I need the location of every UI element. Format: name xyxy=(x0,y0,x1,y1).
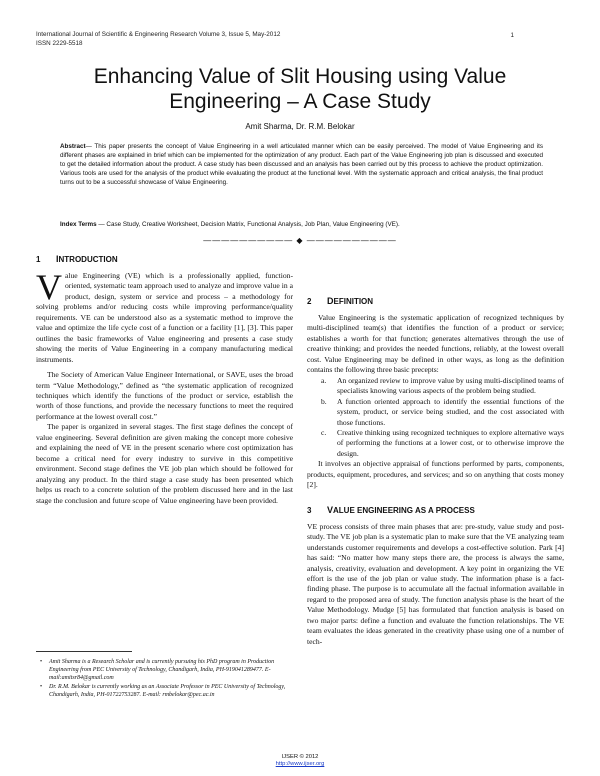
intro-paragraph-2: The Society of American Value Engineer International, or SAVE, uses the broad term “Value Methodology,” defined as “the systematic application of recognized techniques which identify the functions of the product or service, establish the worth of those functions, and provide the necessary functions to meet the required performance at the lowest overall cost.” xyxy=(36,370,293,421)
copyright: IJSER © 2012 xyxy=(281,754,319,760)
abstract-label: Abstract xyxy=(60,143,86,150)
paper-title xyxy=(40,64,560,114)
footnote-1: • Amit Sharma is a Research Scholar and is currently pursuing his PhD program in Production Engineering from PEC University of Technology, Chandigarh, India, PH-919041289477. E-mail:amitsr84@gmail.com xyxy=(40,659,275,681)
precepts-list xyxy=(307,376,564,460)
title-line-1: Enhancing Value of Slit Housing using Value xyxy=(93,65,507,88)
issn-line: ISSN 2229-5518 xyxy=(36,39,83,47)
section-heading-ve-process: 3 VALUE ENGINEERING AS A PROCESS xyxy=(307,504,475,515)
abstract-text: — This paper presents the concept of Value Engineering in a well articulated manner which can be easily perceived. The model of Value Engineering and its different phases are explained in brief which can be implemented for the optimization of any product. Each part of the Value Engineering job plan is discussed and executed to get the detailed information about the product. A case study has been discussed and an analysis has been carried out by this process to achieve the product optimization. Various tools are used for the analysis of the product while evaluating the product at the functional level. With the systematic approach and critical analysis, the final product turns out to be a successful showcase of Value Engineering. xyxy=(60,143,543,186)
intro-paragraph-1: Value Engineering (VE) which is a professionally applied, function-oriented, systematic team approach used to analyze and improve value in a product, design, system or service and process – a methodology for solving problems and/or reducing costs while improving performance/quality requirements. VE can be understood also as a systematic method to improve the value and optimize the life cycle cost of a function or a facility [1], [3]. This paper outlines the basic frameworks of Value engineering and presents a case study showing the merits of Value Engineering in a company manufacturing medical instruments. xyxy=(36,267,293,364)
index-terms-label: Index Terms xyxy=(60,221,97,228)
left-column xyxy=(36,254,293,506)
section-heading-introduction: 1 INTRODUCTION xyxy=(36,254,118,264)
list-item: c. Creative thinking using recognized techniques to explore alternative ways of performing the functions at a lower cost, or to otherwise improve the design. xyxy=(321,427,564,458)
definition-paragraph-2: It involves an objective appraisal of functions performed by parts, components, products, equipment, procedures, and services; and so on anything that costs money [2]. xyxy=(307,459,564,490)
footnote-rule xyxy=(36,651,132,652)
page-number: 1 xyxy=(510,32,514,39)
journal-link[interactable]: http://www.ijser.org xyxy=(275,761,325,767)
intro-paragraph-3: The paper is organized in several stages. The first stage defines the concept of value engineering. Several definition are given making the concept more cohesive and explaining the need of VE in the present scenario where cost optimization has become a critical need for every industry to survive in this competitive environment. Second stage defines the VE job plan which should be followed for analyzing any product. In the third stage a case study has been presented which helps us reach to a concrete solution of the problem discussed here and in the last stage the conclusion and future scope of Value engineering have been provided. xyxy=(36,422,293,505)
list-item: a. An organized review to improve value by using multi-disciplined teams of specialists knowing various aspects of the problem being studied. xyxy=(321,375,564,396)
page-footer xyxy=(0,754,600,768)
process-paragraph-1: VE process consists of three main phases that are: pre-study, value study and post-study. The VE job plan is a systematic plan to make sure that the VE analyzing team understands customer requirements and develops a cost-effective solution. Park [4] has said: “No matter how many steps there are, the process is always the same, analysis, creativity, evaluation and development. A key point in organizing the VE effort is the use of the job plan or value study. The information phase is a fact-finding phase. The purpose is to accumulate all the factual information available in regard to the proposed area of study. The function analysis phase is the heart of the Value Methodology. Mudge [5] has formulated that function analysis is based on two major parts: define a function and evaluate the function relationships. The VE team evaluates the ideas generated in the creativity phase using one of a number of tech- xyxy=(307,521,564,646)
abstract xyxy=(60,143,543,188)
footnotes xyxy=(40,659,292,701)
footnote-2: • Dr. R.M. Belokar is currently working as an Associate Professor in PEC University of Technology, Chandigarh, India, PH-01722753287. E-mail: rmbelokar@pec.ac.in xyxy=(40,683,286,698)
section-number: 3 xyxy=(307,505,312,515)
index-terms xyxy=(60,221,543,230)
title-line-2: Engineering – A Case Study xyxy=(169,90,431,113)
section-heading-definition: 2 DEFINITION xyxy=(307,296,374,306)
drop-cap: V xyxy=(36,267,62,307)
section-separator: —————————— ◆ —————————— xyxy=(203,236,397,245)
definition-paragraph-1: Value Engineering is the systematic application of recognized techniques by multi-disciplined team(s) that identifies the function of a product or service; establishes a worth for that function; generates alternatives through the use of creative thinking; and provides the needed functions, reliably, at the lowest overall cost. Value Engineering may be defined in other ways, as long as the definition contains the following three basic precepts: xyxy=(307,313,564,375)
section-number: 2 xyxy=(307,297,312,306)
section-number: 1 xyxy=(36,255,41,264)
index-terms-text: — Case Study, Creative Worksheet, Decision Matrix, Functional Analysis, Job Plan, Value Engineering (VE). xyxy=(96,221,400,228)
list-item: b. A function oriented approach to identify the essential functions of the system, product, or service being studied, and the cost associated with those functions. xyxy=(321,396,564,427)
right-column xyxy=(307,296,564,647)
running-header xyxy=(36,31,280,48)
journal-line: International Journal of Scientific & Engineering Research Volume 3, Issue 5, May-2012 xyxy=(36,31,281,38)
authors: Amit Sharma, Dr. R.M. Belokar xyxy=(245,122,355,131)
